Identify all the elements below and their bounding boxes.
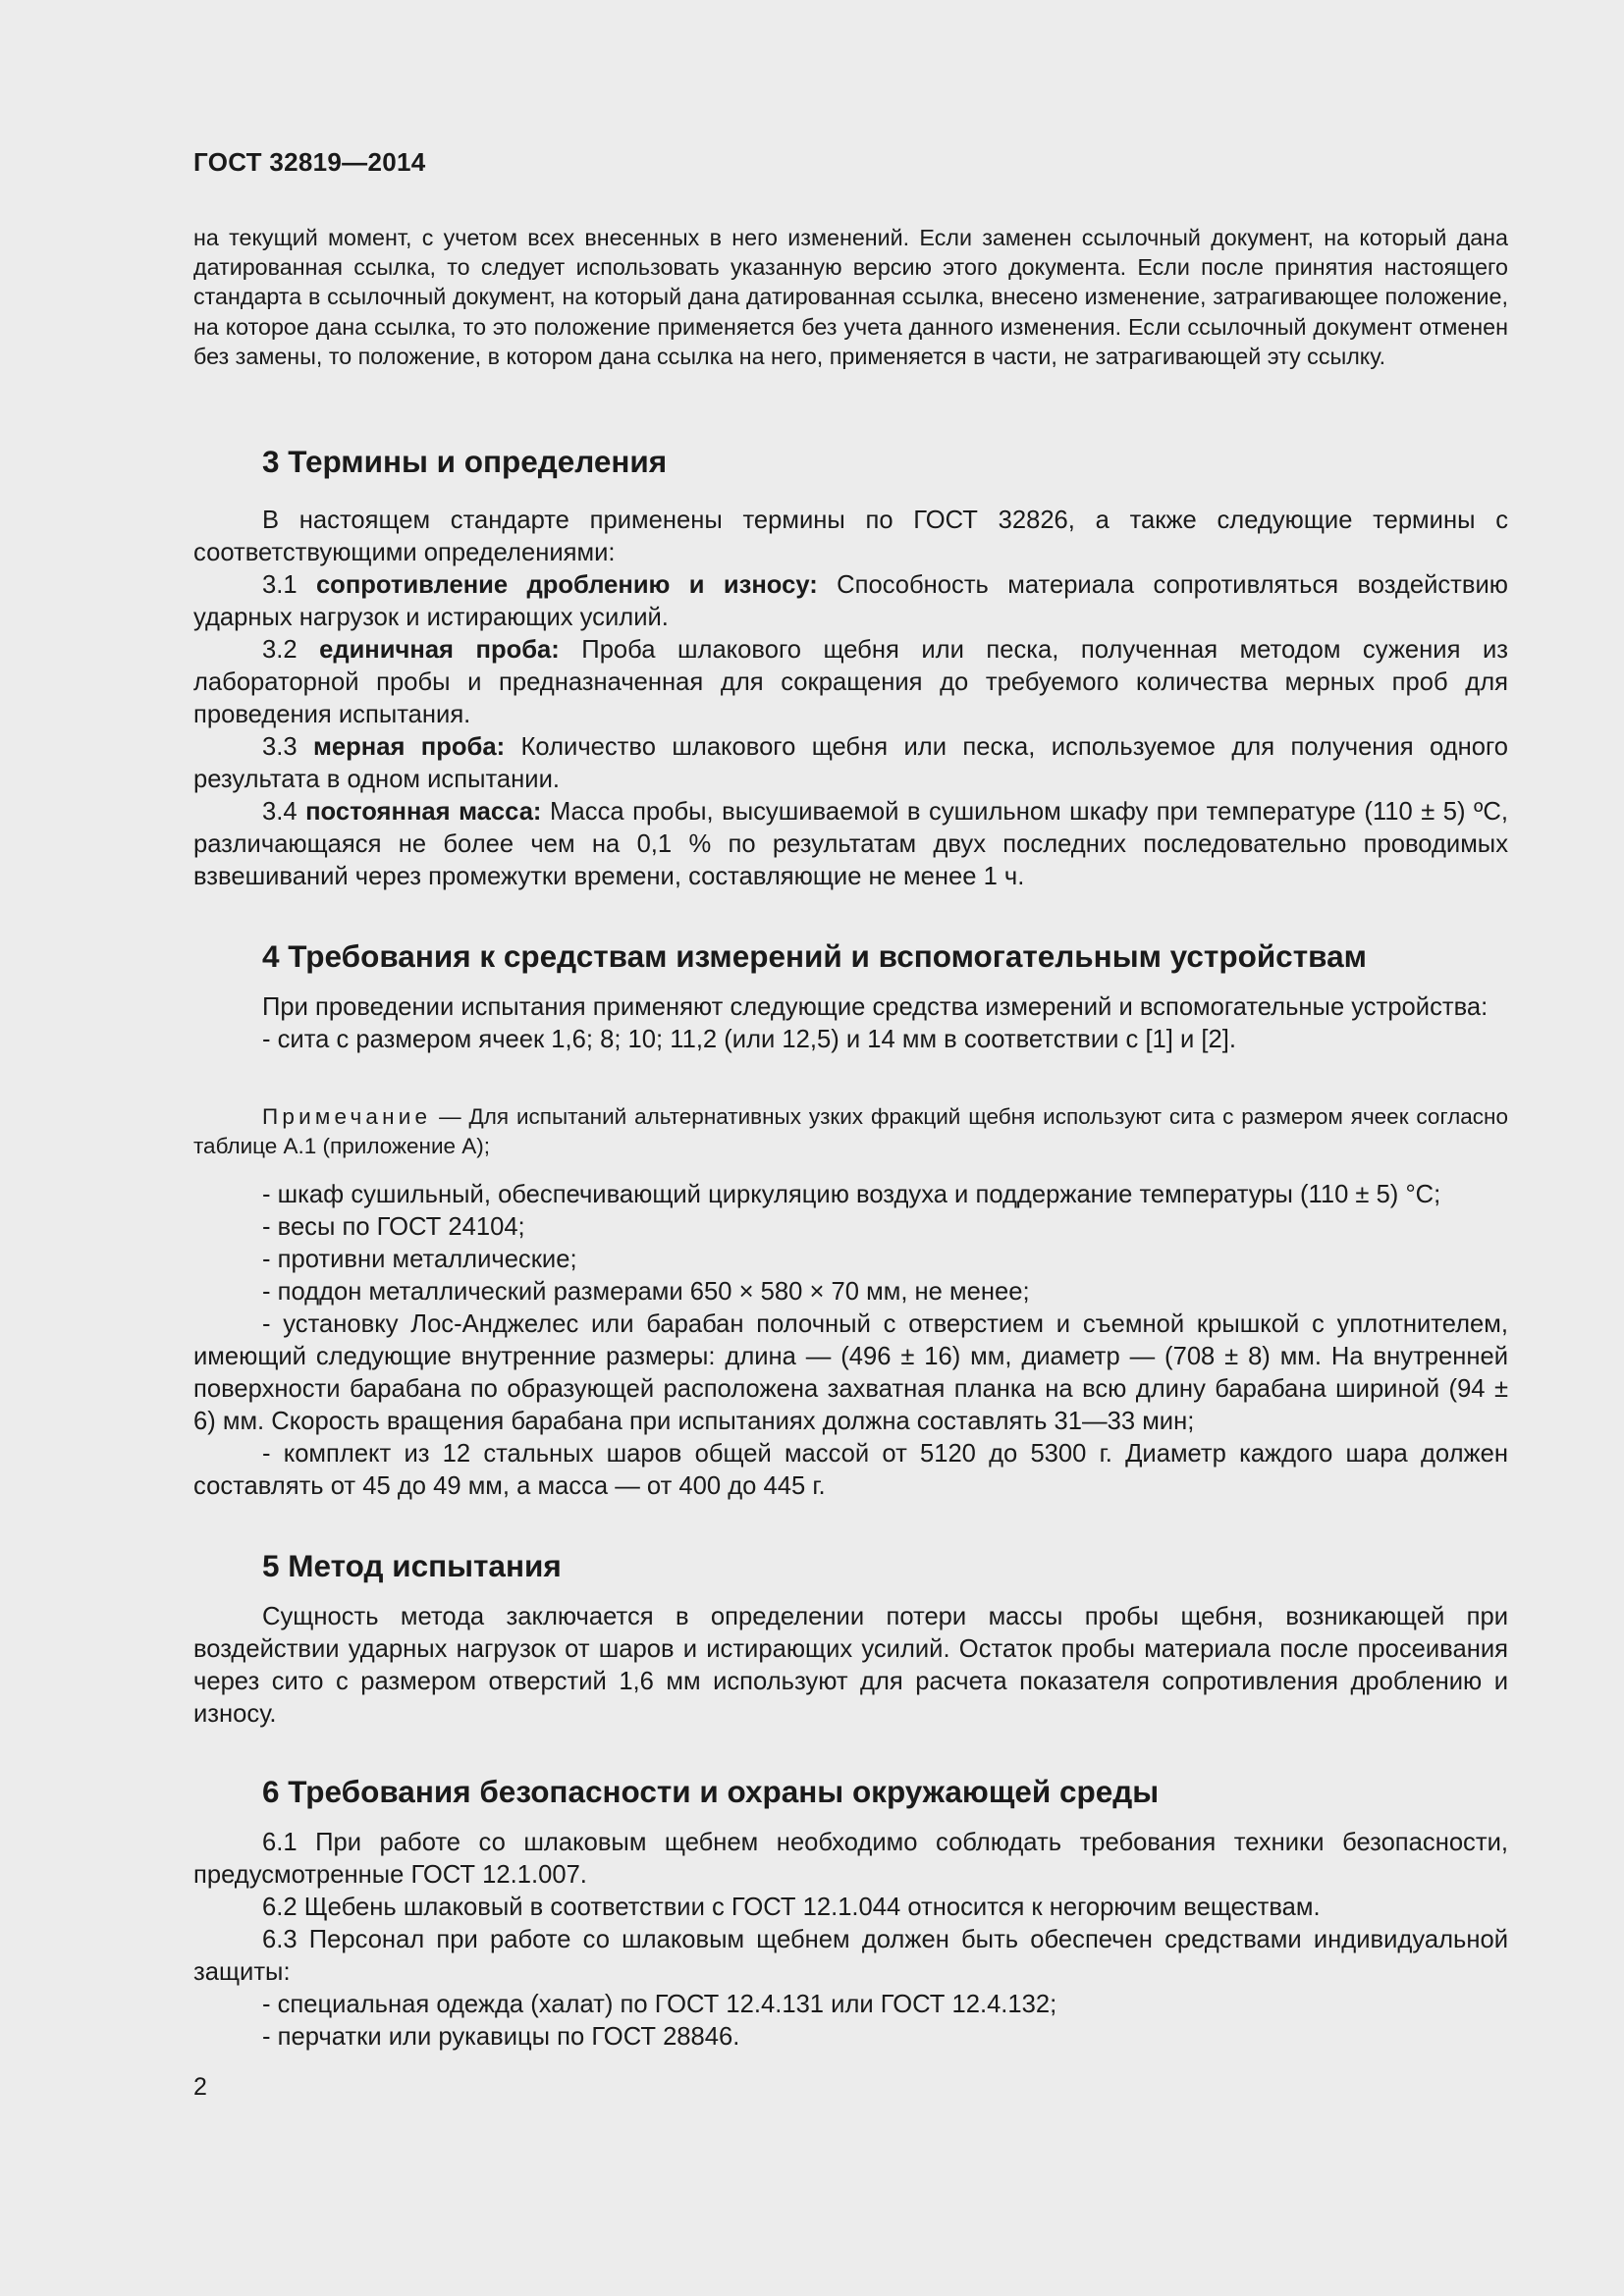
list-item: - весы по ГОСТ 24104; [262, 1213, 525, 1241]
term-name: сопротивление дроблению и износу: [315, 571, 818, 599]
list-item: - установку Лос-Анджелес или барабан полочный с отверстием и съемной крышкой с уплотнителем, имеющий следующие внутренние размеры: длина — (496 ± 16) мм, диаметр — (708 ± 8) мм. На внутренней поверхности барабана по образующей расположена захватная планка на всю длину барабана шириной (94 ± 6) мм. Скорость вращения барабана при испытаниях должна составлять 31—33 мин; [193, 1310, 1508, 1435]
term-name: постоянная масса: [305, 798, 542, 826]
section-4 [193, 937, 1508, 975]
list-item: - специальная одежда (халат) по ГОСТ 12.4.131 или ГОСТ 12.4.132; [262, 1991, 1057, 2018]
section-4-list [193, 1179, 1508, 1503]
section-3 [193, 443, 1508, 480]
section-4-note [193, 1102, 1508, 1161]
list-item: - комплект из 12 стальных шаров общей массой от 5120 до 5300 г. Диаметр каждого шара должен составлять от 45 до 49 мм, а масса — от 400 до 445 г. [193, 1440, 1508, 1500]
list-item: - шкаф сушильный, обеспечивающий циркуляцию воздуха и поддержание температуры (110 ± 5) °С; [262, 1181, 1441, 1208]
list-item: - поддон металлический размерами 650 × 580 × 70 мм, не менее; [262, 1278, 1030, 1306]
note [193, 1102, 1508, 1161]
term-3-4: 3.4 постоянная масса: Масса пробы, высушиваемой в сушильном шкафу при температуре (110 ± 5) ºС, различающаяся не более чем на 0,1 % по результатам двух последних последовательно проводимых взвешиваний через промежутки времени, составляющие не менее 1 ч. [193, 798, 1508, 890]
section-3-body [193, 505, 1508, 893]
section-5-title: 5 Метод испытания [262, 1548, 562, 1583]
section-4-title: 4 Требования к средствам измерений и вспомогательным устройствам [262, 938, 1367, 974]
section-5-body [193, 1601, 1508, 1731]
section-5 [193, 1547, 1508, 1584]
term-3-2: 3.2 единичная проба: Проба шлакового щебня или песка, полученная методом сужения из лабораторной пробы и предназначенная для сокращения до требуемого количества мерных проб для проведения испытания. [193, 636, 1508, 728]
term-name: единичная проба: [319, 636, 560, 664]
section-6 [193, 1773, 1508, 1810]
document-header: ГОСТ 32819—2014 [193, 147, 426, 177]
clause-6-3: 6.3 Персонал при работе со шлаковым щебнем должен быть обеспечен средствами индивидуальной защиты: [193, 1926, 1508, 1986]
clause-6-2: 6.2 Щебень шлаковый в соответствии с ГОСТ 12.1.044 относится к негорючим веществам. [262, 1894, 1321, 1921]
section-3-title: 3 Термины и определения [262, 444, 668, 479]
section-6-body [193, 1827, 1508, 2054]
clause-6-1: 6.1 При работе со шлаковым щебнем необходимо соблюдать требования техники безопасности, предусмотренные ГОСТ 12.1.007. [193, 1829, 1508, 1889]
intro-paragraph: на текущий момент, с учетом всех внесенных в него изменений. Если заменен ссылочный документ, на который дана датированная ссылка, то следует использовать указанную версию этого документа. Если после принятия настоящего стандарта в ссылочный документ, на который дана датированная ссылка, внесено изменение, затрагивающее положение, на которое дана ссылка, то это положение применяется без учета данного изменения. Если ссылочный документ отменен без замены, то положение, в котором дана ссылка на него, применяется в части, не затрагивающей эту ссылку. [193, 225, 1508, 369]
term-name: мерная проба: [312, 733, 506, 761]
section-3-intro: В настоящем стандарте применены термины по ГОСТ 32826, а также следующие термины с соответствующими определениями: [193, 507, 1508, 566]
list-item-sieves: - сита с размером ячеек 1,6; 8; 10; 11,2 (или 12,5) и 14 мм в соответствии с [1] и [2]. [262, 1026, 1236, 1053]
term-3-3: 3.3 мерная проба: Количество шлакового щебня или песка, используемое для получения одного результата в одном испытании. [193, 733, 1508, 793]
list-item: - перчатки или рукавицы по ГОСТ 28846. [262, 2023, 740, 2051]
section-6-title: 6 Требования безопасности и охраны окружающей среды [262, 1774, 1160, 1809]
page-number: 2 [193, 2073, 207, 2101]
note-label: Примечание [262, 1104, 432, 1129]
term-3-1: 3.1 сопротивление дроблению и износу: Способность материала сопротивляться воздействию ударных нагрузок и истирающих усилий. [193, 571, 1508, 631]
section-4-intro: При проведении испытания применяют следующие средства измерений и вспомогательные устройства: [262, 993, 1489, 1021]
section-4-body [193, 991, 1508, 1056]
section-5-text: Сущность метода заключается в определении потери массы пробы щебня, возникающей при воздействии ударных нагрузок от шаров и истирающих усилий. Остаток пробы материала после просеивания через сито с размером отверстий 1,6 мм используют для расчета показателя сопротивления дроблению и износу. [193, 1603, 1508, 1728]
list-item: - противни металлические; [262, 1246, 577, 1273]
note-text: — Для испытаний альтернативных узких фракций щебня используют сита с размером ячеек согласно таблице А.1 (приложение А); [193, 1104, 1508, 1158]
